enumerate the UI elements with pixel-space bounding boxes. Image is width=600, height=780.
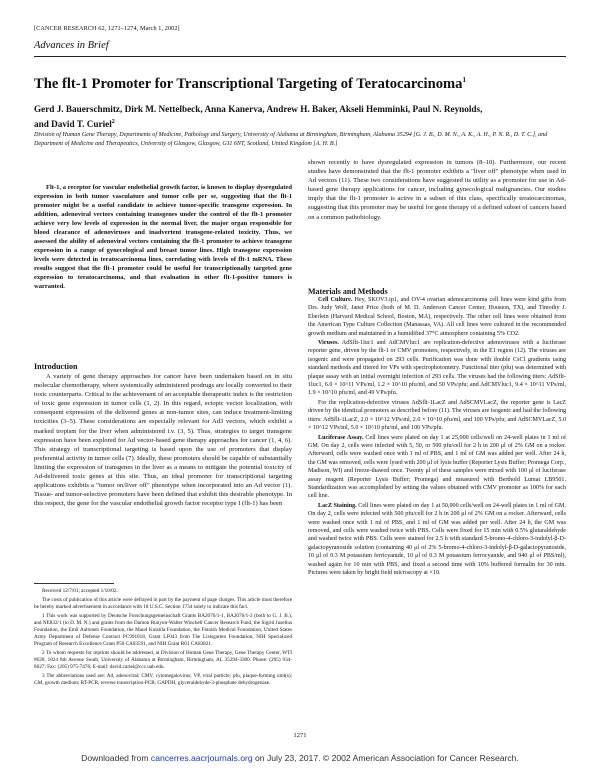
footnote-funding: 1 This work was supported by Deutsche Forschungsgemeinschaft Grants BA2076/1-1, BA2076/1-2 (both to G. J. B.), and NE832/1 (to D. M. N.) and grants from the Damon Runyon-Walter Winchell Cancer Research Fund, the Sigrid Juselius Foundation, the Emil Aaltonen Foundation, the Maud Kuistila Foundation, the Finnish Medical Foundation, United States Army Department of Defense Contract PC991018, Grant LF043 from The Listsgarten Foundation, NIH Specialized Program of Research Excellence Grant P50 CA83591, and NIH Grant R01 CA83821.: [34, 613, 292, 647]
abstract: Flt-1, a receptor for vascular endothelial growth factor, is known to display dysregulated expression in both tumor vasculature and tumor cells per se, suggesting that the flt-1 promoter might be a useful candidate to achieve tumor-specific transgene expression. In addition, adenoviral vectors containing transgenes under the control of the flt-1 promoter achieve very low levels of expression in the normal liver, the major organ responsible for blood clearance of adenoviruses and inadvertent transgene-related toxicity. Thus, we assessed the ability of adenoviral vectors containing the flt-1 promoter to achieve transgene expression in a range of gynecological and breast tumor lines. High transgene expression levels were detected in teratocarcinoma lines, correlating with levels of flt-1 mRNA. These results suggest that the flt-1 promoter could be useful for transcriptionally targeted gene expression to teratocarcinoma, and that evaluation in other flt-1-positive tumors is warranted.: [34, 184, 292, 290]
header-rule: [34, 56, 566, 57]
footnote-costs: The costs of publication of this article were defrayed in part by the payment of page charges. This article must therefore be hereby marked advertisement in accordance with 18 U.S.C. Section 1734 solely to indicate this fact.: [34, 597, 292, 610]
authors-line-2-wrap: [34, 116, 566, 131]
footnote-reprints: 2 To whom requests for reprints should be addressed, at Division of Human Gene Therapy, Gene Therapy Center, WTI #620, 1824 6th Avenue South, University of Alabama at Birmingham, Birmingham, AL 35294-3300. Phone: (205) 934-8627; Fax: (205) 975-7476; E-mail: david.curiel@ccc.uab.edu.: [34, 650, 292, 670]
authors-line-1: Gerd J. Bauerschmitz, Dirk M. Nettelbeck, Anna Kanerva, Andrew H. Baker, Akseli Hemminki, Paul N. Reynolds,: [34, 104, 483, 114]
authors-line-2: and David T. Curiel: [34, 118, 112, 129]
journal-reference: [CANCER RESEARCH 62, 1271–1274, March 1, 2002]: [34, 25, 180, 32]
footnote-rule: [34, 583, 114, 584]
intro-text: A variety of gene therapy approaches for cancer have been undertaken based on in situ molecular chemotherapy, where systemically administered prodrugs are locally converted to their toxic counterparts. Critical to the achievement of an acceptable therapeutic index is the restriction of toxic gene expression in tumor cells (1, 2). In this regard, ectopic vector localization, with consequent expression of the delivered genes at non-tumor sites, can induce treatment-limiting toxicities (3–5). These considerations are especially relevant for Ad3 vectors, which exhibit a marked tropism for the liver when administered i.v. (3, 5). Thus, strategies to target transgene expression have been explored for Ad vector-based gene therapy approaches for cancer (1, 4, 6). This strategy of transcriptional targeting is based upon the use of promoters that display preferential activity in tumor cells (7). Ideally, these promoters should be capable of substantially limiting the expression of transgenes in the liver as a means to mitigate the potential toxicity of Ad-delivered toxic genes at this site. Thus, an ideal promoter for transcriptional targeting applications exhibits a "tumor on/liver off" phenotype when incorporated into an Ad vector (1). Tissue- and tumor-selective promoters have been defined that exhibit this desirable phenotype. In this respect, the gene for the vascular endothelial growth factor receptor type I (flt-1) has been: [34, 373, 292, 508]
methods-text-cell-culture: Hey, SKOV3.ip1, and OV-4 ovarian adenocarcinoma cell lines were kind gifts from Drs. Judy Wolf, Janet Price (both of M. D. Anderson Cancer Center, Houston, TX), and Timothy J. Eberlein (Harvard Medical School, Boston, MA), respectively. The other cell lines were obtained from the American Type Culture Collection (Manassas, VA). All cell lines were cultured in the recommended growth medium and maintained in a humidified 37°C atmosphere containing 5% CO2.: [308, 297, 566, 337]
methods-paragraph: [308, 434, 566, 501]
author-list: [34, 103, 566, 130]
methods-text-lacz-staining: Cell lines were plated on day 1 at 50,000 cells/well on 24-well plates in 1 ml of GM. On day 2, cells were infected with 500 pfu/cell for 2 h in 200 μl of 2% GM on a rocker. Afterward, cells were washed once with 1 ml of PBS, and 1 ml of GM was added per well. After 24 h, the GM was removed, and cells were washed twice with PBS. Cells were fixed for 15 min with 0.5% glutaraldehyde and washed twice with PBS. Cells were stained for 2.5 h with standard 5-bromo-4-chloro-3-indolyl-β-D-galactopyranoside solution (containing 40 μl of 2% 5-bromo-4-chloro-3-indolyl-β-D-galactopyranoside, 10 μl of 0.3 M potassium ferricyanide, 10 μl of 0.3 M potassium ferrocyanide, and 940 μl of PBS/ml), washed again for 10 min with PBS, and fixed a second time with 10% buffered formalin for 30 min. Pictures were taken by bright field microscopy at ×10.: [308, 502, 566, 576]
affiliations: Division of Human Gene Therapy, Departments of Medicine, Pathology and Surgery, University of Alabama at Birmingham, Birmingham, Alabama 35294 [G. J. B., D. M. N., A. K., A. H., P. N. R., D. T. C.], and Department of Medicine and Therapeutics, University of Glasgow, Glasgow, G11 6NT, Scotland, United Kingdom [A. H. B.]: [34, 132, 548, 147]
download-suffix: on July 23, 2017. © 2002 American Association for Cancer Research.: [252, 753, 519, 763]
journal-link[interactable]: cancerres.aacrjournals.org: [150, 753, 253, 763]
methods-heading: Materials and Methods: [308, 287, 388, 296]
right-column-continuation: shown recently to have dysregulated expression in tumors (8–10). Furthermore, our recent studies have demonstrated that the flt-1 promoter exhibits a "liver off" phenotype when used in Ad vectors (11). These two considerations have suggested its utility as a promoter for use in Ad-based gene therapy applications for cancer, including gynecological malignancies. Our studies imply that the flt-1 promoter is active in a subset of this class, specifically teratocarcinomas, suggesting that this promoter may be useful for gene therapy of a defined subset of cancers based on a common pathobiology.: [308, 159, 566, 221]
run-head-lacz-staining: LacZ Staining.: [318, 502, 357, 509]
run-head-luciferase: Luciferase Assay.: [318, 434, 364, 441]
article-title: [34, 76, 566, 93]
methods-paragraph: [308, 339, 566, 398]
title-footnote-mark: 1: [462, 76, 466, 85]
methods-text-viruses: AdSflt-1luc1 and AdCMVluc1 are replication-defective adenoviruses with a luciferase reporter gene, driven by the flt-1 or CMV promoters, respectively, in the E1 region (12). The viruses are isogenic and were propagated on 293 cells. Purification was done with double CsCl gradients using standard methods and titered for VPs with spectrophotometry. Functional titer (pfu) was determined with plaque assay with an initial overnight infection of 293 cells. The viruses had the following titers: AdSflt-1luc1, 6.0 × 10^11 VPs/ml, 1.2 × 10^10 pfu/ml, and 50 VPs/pfu; and AdCMVluc1, 9.4 × 10^11 VPs/ml, 1.9 × 10^10 pfu/ml, and 49 VPs/pfu.: [308, 340, 566, 397]
footnote-received: Received 12/7/01; accepted 1/10/02.: [42, 588, 118, 594]
methods-paragraph: [308, 399, 566, 433]
methods-body: [308, 296, 566, 578]
footnotes: [34, 588, 292, 689]
methods-text-luciferase: Cell lines were plated on day 1 at 25,000 cells/well on 24-well plates in 1 ml of GM. On day 2, cells were infected with 5, 50, or 500 pfu/cell for 2 h in 200 μl of 2% GM on a rocker. Afterward, cells were washed once with 1 ml of PBS, and 1 ml of GM was added per well. After 24 h, the GM was removed, cells were lysed with 200 μl of lysis buffer (Reporter Lysis Buffer; Promega Corp., Madison, WI) and freeze-thawed once. Twenty μl of these samples were mixed with 100 μl of luciferase assay reagent (Reporter Lysis Buffer; Promega) and measured with Berthold Lumat LB9501. Standardization was accomplished by setting the values obtained with CMV promoter as 100% for each cell line.: [308, 434, 566, 500]
article-title-text: The flt-1 Promoter for Transcriptional Targeting of Teratocarcinoma: [34, 76, 463, 92]
download-prefix: Downloaded from: [81, 753, 151, 763]
page-number: 1271: [293, 732, 307, 739]
footnote-abbreviations: 3 The abbreviations used are: Ad, adenoviral; CMV, cytomegalovirus; VP, viral particle; pfu, plaque-forming unit(s); GM, growth medium; RT-PCR, reverse transcription-PCR; GAPDH, glyceraldehyde-3-phosphate dehydrogenase.: [34, 673, 292, 686]
methods-text-lacz-viruses: For the replication-defective viruses AdSflt-1LacZ and AdSCMVLacZ, the reporter gene is LacZ driven by the identical promoters as described before (11). The viruses are isogenic and had the following titers: AdSflt-1LacZ, 2.0 × 10^12 VPs/ml, 2.0 × 10^10 pfu/ml, and 100 VPs/pfu; and AdSCMVLacZ, 5.0 × 10^12 VPs/ml, 5.0 × 10^10 pfu/ml, and 100 VPs/pfu.: [308, 399, 566, 432]
methods-paragraph: [308, 296, 566, 338]
run-head-viruses: Viruses.: [318, 340, 339, 347]
run-head-cell-culture: Cell Culture.: [318, 297, 353, 303]
download-notice: [0, 753, 600, 763]
author-footnote-mark: 2: [111, 118, 115, 125]
section-label: Advances in Brief: [34, 40, 109, 51]
intro-heading: Introduction: [34, 362, 78, 371]
methods-paragraph: [308, 502, 566, 578]
